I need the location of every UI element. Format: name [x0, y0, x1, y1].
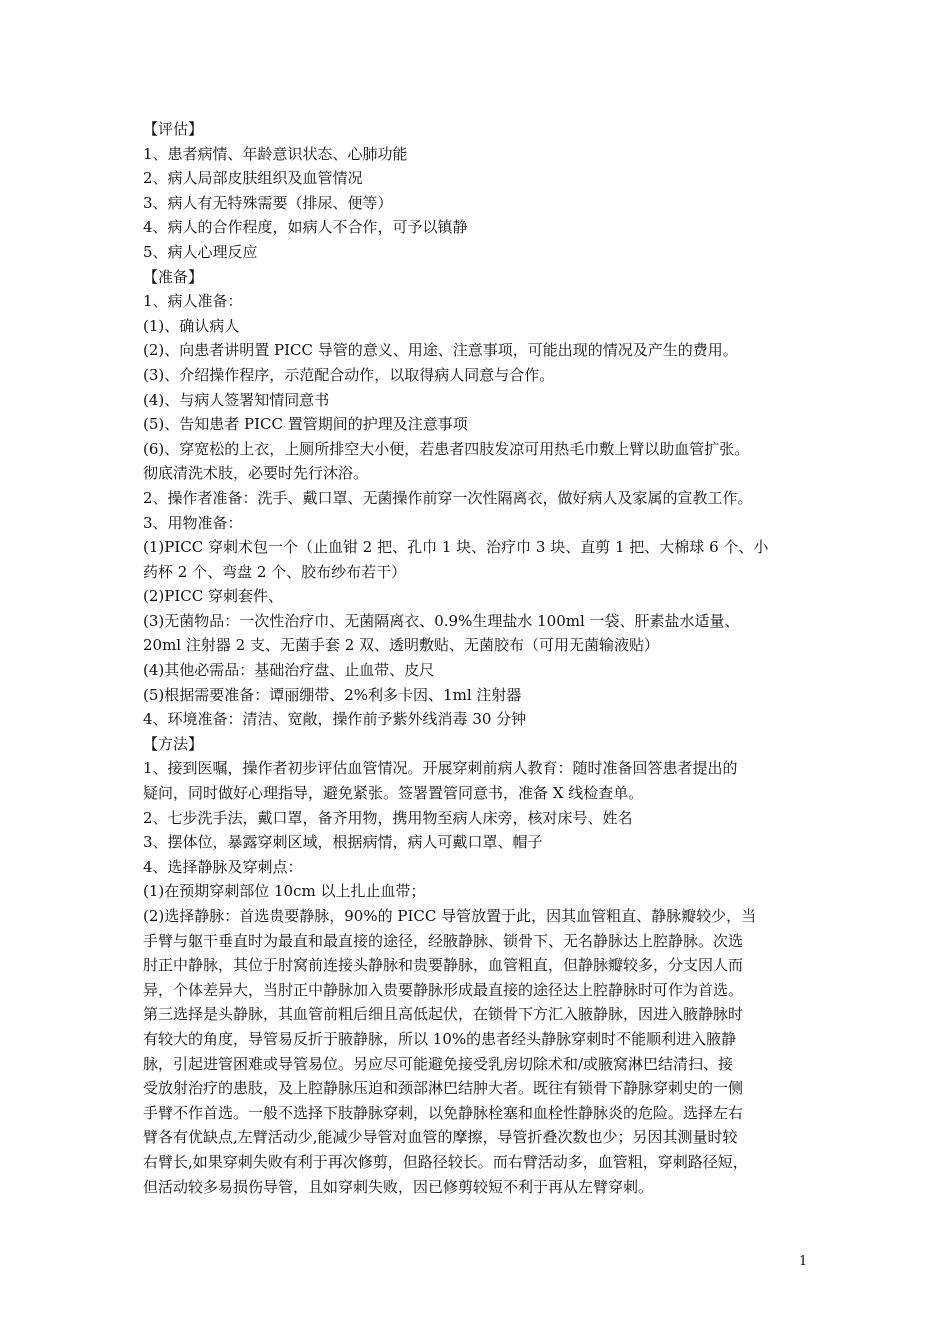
text-line: 手臂不作首选。一般不选择下肢静脉穿刺，以免静脉栓塞和血栓性静脉炎的危险。选择左右 — [143, 1103, 744, 1122]
text-line: 彻底清洗术肢，必要时先行沐浴。 — [143, 464, 369, 483]
text-line: 4、选择静脉及穿刺点： — [143, 857, 303, 876]
text-line: (4)其他必需品：基础治疗盘、止血带、皮尺 — [143, 661, 435, 680]
text-line: (3)、介绍操作程序，示范配合动作，以取得病人同意与合作。 — [143, 365, 555, 384]
text-line: 3、病人有无特殊需要（排尿、便等） — [143, 193, 393, 212]
text-line: 手臂与躯干垂直时为最直和最直接的途径，经腋静脉、锁骨下、无名静脉达上腔静脉。次选 — [143, 931, 744, 950]
text-line: 脉，引起进管困难或导管易位。另应尽可能避免接受乳房切除术和/或腋窝淋巴结清扫、接 — [143, 1054, 734, 1073]
text-line: (2)PICC 穿刺套件、 — [143, 587, 283, 606]
section-heading-assessment: 【评估】 — [143, 120, 204, 138]
text-line: (4)、与病人签署知情同意书 — [143, 390, 330, 409]
section-heading-preparation: 【准备】 — [143, 267, 204, 286]
text-line: 第三选择是头静脉，其血管前粗后细且高低起伏，在锁骨下方汇入腋静脉，因进入腋静脉时 — [143, 1005, 744, 1024]
text-line: 2、病人局部皮肤组织及血管情况 — [143, 169, 363, 188]
text-line: 但活动较多易损伤导管，且如穿刺失败，因已修剪较短不利于再从左臂穿刺。 — [143, 1177, 654, 1196]
text-line: 1、病人准备： — [143, 292, 243, 311]
text-line: 2、七步洗手法，戴口罩，备齐用物，携用物至病人床旁，核对床号、姓名 — [143, 808, 633, 827]
text-line: (1)在预期穿刺部位 10cm 以上扎止血带； — [143, 882, 426, 901]
text-line: (5)根据需要准备：谭丽绷带、2%利多卡因、1ml 注射器 — [143, 685, 522, 704]
text-line: 2、操作者准备：洗手、戴口罩、无菌操作前穿一次性隔离衣，做好病人及家属的宣教工作。 — [143, 488, 753, 507]
text-line: 1、接到医嘱，操作者初步评估血管情况。开展穿刺前病人教育：随时准备回答患者提出的 — [143, 759, 738, 778]
text-line: 20ml 注射器 2 支、无菌手套 2 双、透明敷贴、无菌胶布（可用无菌输液贴） — [143, 636, 660, 655]
text-line: (2)选择静脉：首选贵要静脉，90%的 PICC 导管放置于此，因其血管粗直、静脉瓣较少，当 — [143, 907, 757, 925]
document-body — [143, 117, 809, 1199]
text-line: 3、摆体位，暴露穿刺区域，根据病情，病人可戴口罩、帽子 — [143, 833, 543, 852]
text-line: 5、病人心理反应 — [143, 242, 258, 261]
text-line: 臂各有优缺点,左臂活动少,能减少导管对血管的摩擦，导管折叠次数也少；另因其测量时较 — [143, 1128, 738, 1147]
text-line: 3、用物准备： — [143, 513, 243, 532]
text-line: (1)、确认病人 — [143, 316, 240, 335]
text-line: 4、环境准备：清洁、宽敞，操作前予紫外线消毒 30 分钟 — [143, 710, 527, 729]
text-line: 有较大的角度，导管易反折于腋静脉，所以 10%的患者经头静脉穿刺时不能顺利进入腋静 — [143, 1029, 737, 1048]
text-line: (3)无菌物品：一次性治疗巾、无菌隔离衣、0.9%生理盐水 100ml 一袋、肝素盐水适量、 — [143, 611, 740, 630]
text-line: 右臂长,如果穿刺失败有利于再次修剪，但路径较长。而右臂活动多，血管粗，穿刺路径短， — [143, 1152, 748, 1171]
text-line: (2)、向患者讲明置 PICC 导管的意义、用途、注意事项，可能出现的情况及产生的费用。 — [143, 341, 738, 360]
text-line: 1、患者病情、年龄意识状态、心肺功能 — [143, 144, 408, 163]
section-heading-method: 【方法】 — [143, 734, 204, 753]
text-line: 异，个体差异大，当肘正中静脉加入贵要静脉形成最直接的途径达上腔静脉时可作为首选。 — [143, 980, 744, 999]
text-line: (5)、告知患者 PICC 置管期间的护理及注意事项 — [143, 415, 468, 434]
text-line: 4、病人的合作程度，如病人不合作，可予以镇静 — [143, 218, 468, 237]
page-number: 1 — [799, 1254, 808, 1269]
text-line: 肘正中静脉，其位于肘窝前连接头静脉和贵要静脉，血管粗直，但静脉瓣较多，分支因人而 — [143, 956, 744, 975]
text-line: (1)PICC 穿刺术包一个（止血钳 2 把、孔巾 1 块、治疗巾 3 块、直剪 1 把、大棉球 6 个、小 — [143, 538, 769, 557]
text-line: 疑问，同时做好心理指导，避免紧张。签署置管同意书，准备 X 线检查单。 — [143, 784, 644, 803]
text-line: 受放射治疗的患肢，及上腔静脉压迫和颈部淋巴结肿大者。既往有锁骨下静脉穿刺史的一侧 — [143, 1079, 744, 1098]
text-line: (6)、穿宽松的上衣，上厕所排空大小便，若患者四肢发凉可用热毛巾敷上臂以助血管扩张。 — [143, 439, 750, 458]
text-line: 药杯 2 个、弯盘 2 个、胶布纱布若干） — [143, 562, 407, 581]
